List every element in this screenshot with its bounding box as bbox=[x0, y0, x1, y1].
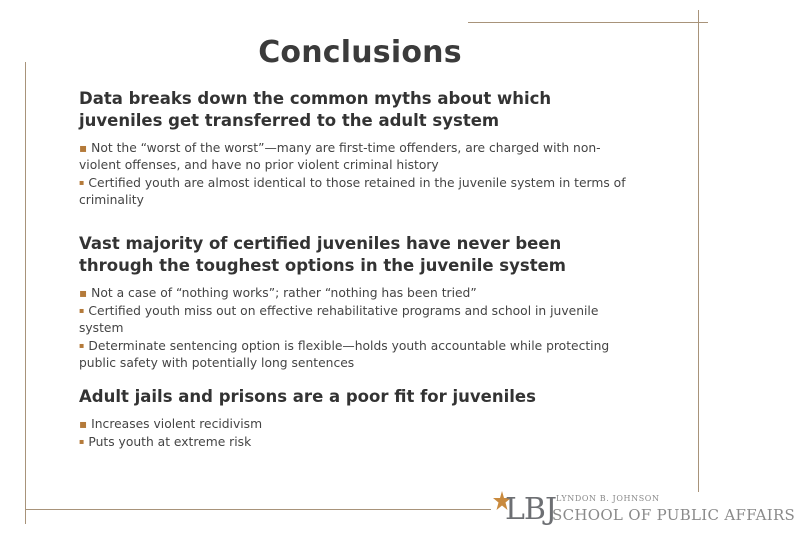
bullet-icon: ▪ bbox=[79, 178, 85, 187]
list-item: ▪ Increases violent recidivism bbox=[79, 417, 263, 431]
logo-mark: LBJ bbox=[505, 492, 556, 527]
section-heading: Vast majority of certified juveniles have never been through the toughest options in the juvenile system bbox=[79, 234, 566, 275]
section-heading: Data breaks down the common myths about which juveniles get transferred to the adult system bbox=[79, 89, 552, 130]
page-title: Conclusions bbox=[258, 35, 462, 70]
logo-school-line: SCHOOL OF PUBLIC AFFAIRS bbox=[552, 506, 795, 524]
bullet-icon: ▪ bbox=[79, 141, 88, 155]
right-rule bbox=[698, 10, 699, 492]
list-item: ▪ Certified youth are almost identical to those retained in the juvenile system in terms of criminality bbox=[79, 176, 626, 207]
bullet-list bbox=[79, 416, 639, 451]
bullet-icon: ▪ bbox=[79, 437, 85, 446]
list-item: ▪ Not a case of “nothing works”; rather “nothing has been tried” bbox=[79, 286, 477, 300]
logo-top-line: LYNDON B. JOHNSON bbox=[556, 494, 660, 503]
top-rule bbox=[468, 22, 708, 23]
section-myths bbox=[79, 88, 639, 209]
bullet-icon: ▪ bbox=[79, 341, 85, 350]
bullet-icon: ▪ bbox=[79, 417, 88, 431]
bullet-icon: ▪ bbox=[79, 286, 88, 300]
list-item: ▪ Determinate sentencing option is flexible—holds youth accountable while protecting public safety with potentially long sentences bbox=[79, 339, 610, 370]
section-options bbox=[79, 233, 639, 372]
bottom-rule bbox=[25, 509, 491, 510]
bullet-list bbox=[79, 140, 639, 209]
list-item: ▪ Not the “worst of the worst”—many are first-time offenders, are charged with non-violent offenses, and have no prior violent criminal history bbox=[79, 141, 601, 172]
list-item: ▪ Puts youth at extreme risk bbox=[79, 435, 252, 449]
bullet-icon: ▪ bbox=[79, 306, 85, 315]
lbj-school-logo bbox=[492, 490, 795, 530]
left-rule bbox=[25, 62, 26, 524]
list-item: ▪ Certified youth miss out on effective rehabilitative programs and school in juvenile system bbox=[79, 304, 599, 335]
section-adult-prisons bbox=[79, 386, 639, 451]
section-heading: Adult jails and prisons are a poor fit for juveniles bbox=[79, 387, 536, 406]
bullet-list bbox=[79, 285, 639, 372]
